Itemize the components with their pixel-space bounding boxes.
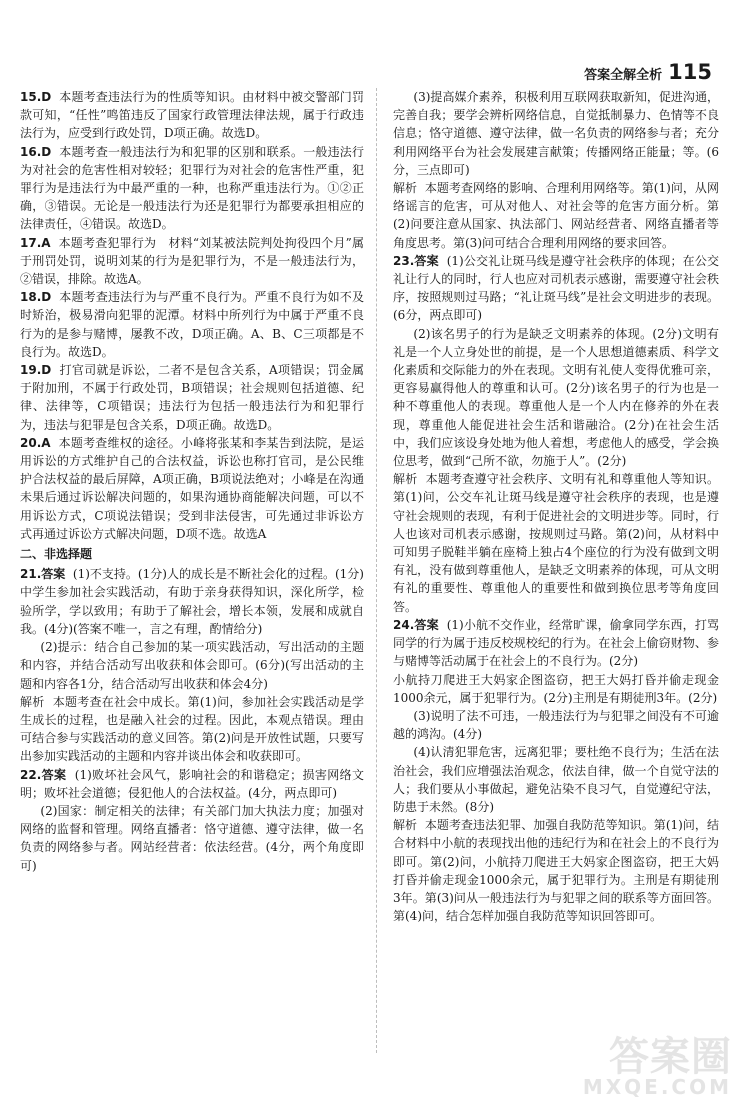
analysis-text: 本题考查违法犯罪、加强自我防范等知识。第(1)问，结合材料中小航的表现找出他的违纪行为和在社会上的不良行为即可。第(2)问，小航持刀爬进王大妈家企图盗窃，把王大妈打昏并偷走现金1000余元，属于犯罪行为。主刑是有期徒刑3年。第(3)问从一般违法行为与犯罪之间的联系等方面回答。第(4)问，结合怎样加强自我防范等知识回答即可。 <box>393 818 719 924</box>
header-title: 答案全解全析 <box>584 68 663 83</box>
item-text: 本题考查一般违法行为和犯罪的区别和联系。一般违法行为对社会的危害性相对较轻；犯罪行为对社会的危害性严重，犯罪行为是违法行为中最严重的一种，也称严重违法行为。①②正确，③错误。无论是一般违法行为还是犯罪行为都要承担相应的法律责任，④错误。故选D。 <box>20 144 364 232</box>
answer-item-23 <box>393 252 719 325</box>
item-number: 20.A <box>20 435 51 450</box>
answer-part-1: (1)公交礼让斑马线是遵守社会秩序的体现；在公交礼让行人的同时，行人也应对司机表示感谢，需要遵守社会秩序，按照规则过马路；“礼让斑马线”是社会文明进步的表现。(6分，两点即可) <box>393 253 719 323</box>
right-column <box>393 88 719 925</box>
answer-item-17 <box>20 234 364 289</box>
answer-item-22 <box>20 766 364 802</box>
answer-item-20 <box>20 434 364 543</box>
answer-tag: 答案 <box>41 767 67 782</box>
item-text: 本题考查犯罪行为 材料“刘某被法院判处拘役四个月”属于刑罚处罚，说明刘某的行为是犯罪行为，不是一般违法行为，②错误，排除。故选A。 <box>20 235 364 287</box>
analysis-block <box>393 179 719 252</box>
analysis-tag: 解析 <box>393 472 418 487</box>
analysis-block <box>393 816 719 925</box>
answer-tag: 答案 <box>414 617 439 632</box>
answer-part-4: (4)认清犯罪危害，远离犯罪；要杜绝不良行为；生活在法治社会，我们应增强法治观念，依法自律，做一个自觉守法的人；我们要从小事做起，避免沾染不良习气，自觉遵纪守法，防患于未然。(8分) <box>393 745 719 814</box>
page-header <box>584 60 712 84</box>
answer-part-3: (3)提高媒介素养，积极利用互联网获取新知，促进沟通，完善自我；要学会辨析网络信息，自觉抵制暴力、色情等不良信息；恪守道德、遵守法律，做一名负责的网络参与者；充分利用网络平台为社会发展建言献策；传播网络正能量；等。(6分，三点即可) <box>393 90 719 177</box>
column-divider <box>376 88 377 1053</box>
item-number: 16.D <box>20 144 52 159</box>
answer-item-19 <box>20 361 364 434</box>
answer-part-1: (1)不支持。(1分)人的成长是不断社会化的过程。(1分)中学生参加社会实践活动，有助于亲身获得知识，深化所学，检验所学，学以致用；有助于了解社会，增长本领，发展和成就自我。(4分)(答案不唯一，言之有理，酌情给分) <box>20 567 364 636</box>
analysis-block <box>20 693 364 766</box>
analysis-tag: 解析 <box>393 181 418 196</box>
item-text: 打官司就是诉讼，二者不是包含关系，A项错误；罚金属于附加刑，不属于行政处罚，B项错误；社会规则包括道德、纪律、法律等，C项错误；违法行为包括一般违法行为和犯罪行为，违法与犯罪是包含关系，D项正确。故选D。 <box>20 363 364 432</box>
analysis-tag: 解析 <box>20 694 45 709</box>
item-number: 19.D <box>20 363 52 378</box>
item-text: 本题考查维权的途径。小峰将张某和李某告到法院，是运用诉讼的方式维护自己的合法权益，诉讼也称打官司，是公民维护合法权益的最后屏障，A项正确，B项说法绝对；小峰是在沟通未果后通过诉讼解决问题的，如果沟通协商能解决问题，可以不用诉讼方式，C项说法错误；受到非法侵害，可先通过非诉讼方式再通过诉讼方式解决问题，D项不选。故选A <box>20 435 364 541</box>
watermark-url: MXQE.COM <box>582 1075 732 1099</box>
item-number: 23. <box>393 253 415 268</box>
answer-item-16 <box>20 143 364 234</box>
answer-item-15 <box>20 88 364 143</box>
watermark-text: 答案圈 <box>609 1034 732 1080</box>
answer-part-2: 小航持刀爬进王大妈家企图盗窃，把王大妈打昏并偷走现金1000余元，属于犯罪行为。(2分)主刑是有期徒刑3年。(2分) <box>393 672 719 705</box>
page-number: 115 <box>668 60 712 84</box>
item-text: 本题考查违法行为的性质等知识。由材料中被交警部门罚款可知，“任性”鸣笛违反了国家行政管理法律法规，属于行政违法行为，应受到行政处罚，D项正确。故选D。 <box>20 90 364 141</box>
answer-part-1: (1)败坏社会风气，影响社会的和谐稳定；损害网络文明；败坏社会道德；侵犯他人的合法权益。(4分，两点即可) <box>20 767 364 800</box>
item-number: 18.D <box>20 290 52 305</box>
item-number: 17.A <box>20 235 51 250</box>
item-number: 24. <box>393 617 415 632</box>
answer-part-1: (1)小航不交作业，经常旷课，偷拿同学东西，打骂同学的行为属于违反校规校纪的行为。在社会上偷窃财物、参与赌博等活动属于在社会上的不良行为。(2分) <box>393 617 719 669</box>
analysis-block <box>393 470 719 616</box>
answer-item-24 <box>393 616 719 671</box>
answer-item-21 <box>20 565 364 638</box>
item-text: 本题考查违法行为与严重不良行为。严重不良行为如不及时矫治，极易滑向犯罪的泥潭。材料中所列行为中属于严重不良行为的是参与赌博，屡教不改，D项正确。A、B、C三项都是不良行为。故选D。 <box>20 290 364 359</box>
analysis-text: 本题考查网络的影响、合理利用网络等。第(1)问，从网络谣言的危害，可从对他人、对社会等的危害方面分析。第(2)问要注意从国家、执法部门、网站经营者、网络直播者等角度思考。第(3)问可结合合理利用网络的要求回答。 <box>393 181 719 250</box>
item-number: 21. <box>20 567 42 582</box>
item-number: 22. <box>20 767 42 782</box>
answer-part-2: (2)提示：结合自己参加的某一项实践活动，写出活动的主题和内容，并结合活动写出收获和体会即可。(6分)(写出活动的主题和内容各1分，结合活动写出收获和体会4分) <box>20 640 364 691</box>
answer-part-2: (2)该名男子的行为是缺乏文明素养的体现。(2分)文明有礼是一个人立身处世的前提，是一个人思想道德素质、科学文化素质和交际能力的外在表现。文明有礼使人变得优雅可亲，更容易赢得他人的尊重和认可。(2分)该名男子的行为也是一种不尊重他人的表现。尊重他人是一个人内在修养的外在表现，尊重他人能促进社会生活和谐融洽。(2分)在社会生活中，我们应该设身处地为他人着想，考虑他人的感受，学会换位思考，做到“己所不欲，勿施于人”。(2分) <box>393 326 719 469</box>
answer-item-18 <box>20 288 364 361</box>
section-heading: 二、非选择题 <box>20 547 93 562</box>
answer-tag: 答案 <box>41 567 66 582</box>
left-column <box>20 88 364 875</box>
answer-tag: 答案 <box>414 253 439 268</box>
analysis-text: 本题考查遵守社会秩序、文明有礼和尊重他人等知识。第(1)问，公交车礼让斑马线是遵守社会秩序的表现，也是遵守社会规则的表现，有利于促进社会的文明进步等。同时，行人也该对司机表示感谢，按规则过马路。第(2)问，从材料中可知男子脱鞋半躺在座椅上独占4个座位的行为没有做到文明有礼，没有做到尊重他人，是缺乏文明素养的体现，可从文明有礼的重要性、尊重他人的重要性和做到换位思考等角度回答。 <box>393 472 719 614</box>
watermark-logo <box>582 1034 732 1099</box>
answer-part-2: (2)国家：制定相关的法律；有关部门加大执法力度；加强对网络的监督和管理。网络直播者：恪守道德、遵守法律，做一名负责的网络参与者。网站经营者：依法经营。(4分，两个角度即可) <box>20 803 364 873</box>
answer-part-3: (3)说明了法不可违，一般违法行为与犯罪之间没有不可逾越的鸿沟。(4分) <box>393 708 719 742</box>
analysis-text: 本题考查在社会中成长。第(1)问，参加社会实践活动是学生成长的过程，也是融入社会的过程。因此，本观点错误。理由可结合参与实践活动的意义回答。第(2)问是开放性试题，只要写出参加实践活动的主题和内容并谈出体会和收获即可。 <box>20 694 364 764</box>
analysis-tag: 解析 <box>393 818 418 833</box>
item-number: 15.D <box>20 90 52 104</box>
